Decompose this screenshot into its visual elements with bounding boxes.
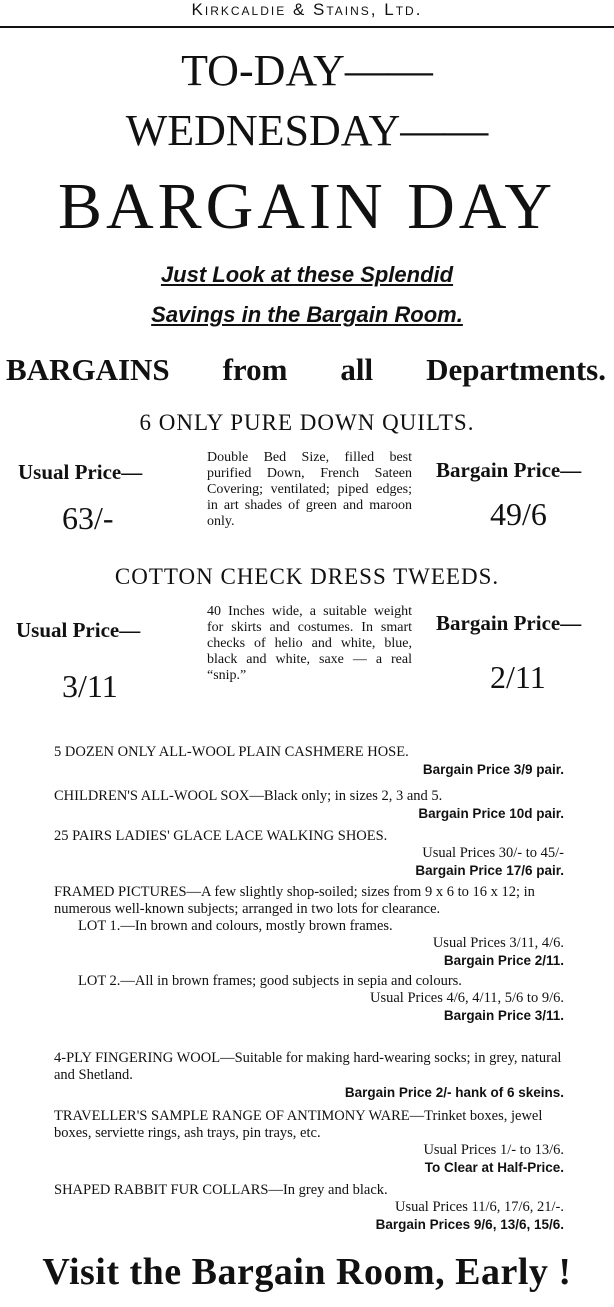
pictures-lot1-price: Bargain Price 2/11. [443, 953, 564, 968]
shoes-text: 25 PAIRS LADIES' GLACE LACE WALKING SHOES. [54, 828, 388, 844]
collars-usual-prices: Usual Prices 11/6, 17/6, 21/-. [394, 1199, 564, 1215]
headline-wednesday: WEDNESDAY—— [125, 106, 489, 155]
tweeds-bargain-price: 2/11 [490, 659, 546, 695]
pictures-lot2-price: Bargain Price 3/11. [443, 1008, 564, 1023]
sox-item [54, 788, 564, 822]
wool-text: 4-PLY FINGERING WOOL—Suitable for making hard-wearing socks; in grey, natural and Shetland. [54, 1050, 562, 1083]
sox-text: CHILDREN'S ALL-WOOL SOX—Black only; in sizes 2, 3 and 5. [54, 788, 443, 804]
tweeds-description: 40 Inches wide, a suitable weight for skirts and costumes. In smart checks of helio and white, blue, black and white, saxe — a real “snip.” [207, 604, 412, 683]
collars-price: Bargain Prices 9/6, 13/6, 15/6. [375, 1217, 564, 1232]
tweeds-usual-price: 3/11 [62, 668, 118, 704]
headline-bargain-day: BARGAIN DAY [57, 170, 557, 243]
hose-price: Bargain Price 3/9 pair. [422, 762, 564, 777]
tagline-line1: Just Look at these Splendid [160, 262, 454, 287]
sox-price: Bargain Price 10d pair. [418, 806, 564, 821]
quilts-usual-price: 63/- [62, 500, 114, 536]
quilts-description: Double Bed Size, filled best purified Down, French Sateen Covering; ventilated; piped edges; in art shades of green and maroon only. [207, 450, 412, 529]
collars-text: SHAPED RABBIT FUR COLLARS—In grey and black. [54, 1182, 388, 1198]
wool-item [54, 1050, 564, 1101]
shoes-price: Bargain Price 17/6 pair. [415, 863, 564, 878]
antimony-text: TRAVELLER'S SAMPLE RANGE OF ANTIMONY WARE—Trinket boxes, jewel boxes, serviette rings, ash trays, pin trays, etc. [54, 1108, 543, 1141]
bargains-departments-heading [6, 352, 606, 388]
tweeds-usual-label: Usual Price— [16, 618, 141, 642]
antimony-price: To Clear at Half-Price. [424, 1160, 564, 1175]
headline-today: TO-DAY—— [181, 46, 433, 95]
pictures-lot1-usual: Usual Prices 3/11, 4/6. [432, 935, 564, 951]
footer-visit-bargain-room: Visit the Bargain Room, Early ! [42, 1251, 572, 1293]
hose-text: 5 DOZEN ONLY ALL-WOOL PLAIN CASHMERE HOSE. [54, 744, 409, 760]
collars-item [54, 1182, 564, 1233]
departments-word: Departments. [426, 352, 606, 387]
hose-item [54, 744, 564, 778]
pictures-item [54, 884, 564, 1024]
tweeds-bargain-label: Bargain Price— [436, 611, 582, 635]
from-word: from [222, 352, 288, 387]
shoes-item [54, 828, 564, 879]
bargains-word: BARGAINS [6, 352, 170, 387]
all-word: all [340, 352, 374, 387]
quilts-title: 6 ONLY PURE DOWN QUILTS. [139, 410, 475, 435]
quilts-bargain-label: Bargain Price— [436, 458, 582, 482]
antimony-usual-prices: Usual Prices 1/- to 13/6. [423, 1142, 564, 1158]
wool-price: Bargain Price 2/- hank of 6 skeins. [344, 1085, 564, 1100]
pictures-lot2-usual: Usual Prices 4/6, 4/11, 5/6 to 9/6. [370, 990, 564, 1006]
store-name-header: Kirkcaldie & Stains, Ltd. [0, 0, 614, 28]
tagline-line2: Savings in the Bargain Room. [151, 302, 463, 327]
tweeds-title: COTTON CHECK DRESS TWEEDS. [114, 564, 500, 589]
shoes-usual-prices: Usual Prices 30/- to 45/- [422, 845, 564, 861]
quilts-usual-label: Usual Price— [18, 460, 143, 484]
antimony-item [54, 1108, 564, 1176]
pictures-text: FRAMED PICTURES—A few slightly shop-soiled; sizes from 9 x 6 to 16 x 12; in numerous well-known subjects; arranged in two lots for clearance. [54, 884, 535, 917]
pictures-lot2-text: LOT 2.—All in brown frames; good subjects in sepia and colours. [78, 973, 462, 989]
pictures-lot1-text: LOT 1.—In brown and colours, mostly brown frames. [78, 918, 393, 934]
quilts-bargain-price: 49/6 [490, 496, 547, 532]
